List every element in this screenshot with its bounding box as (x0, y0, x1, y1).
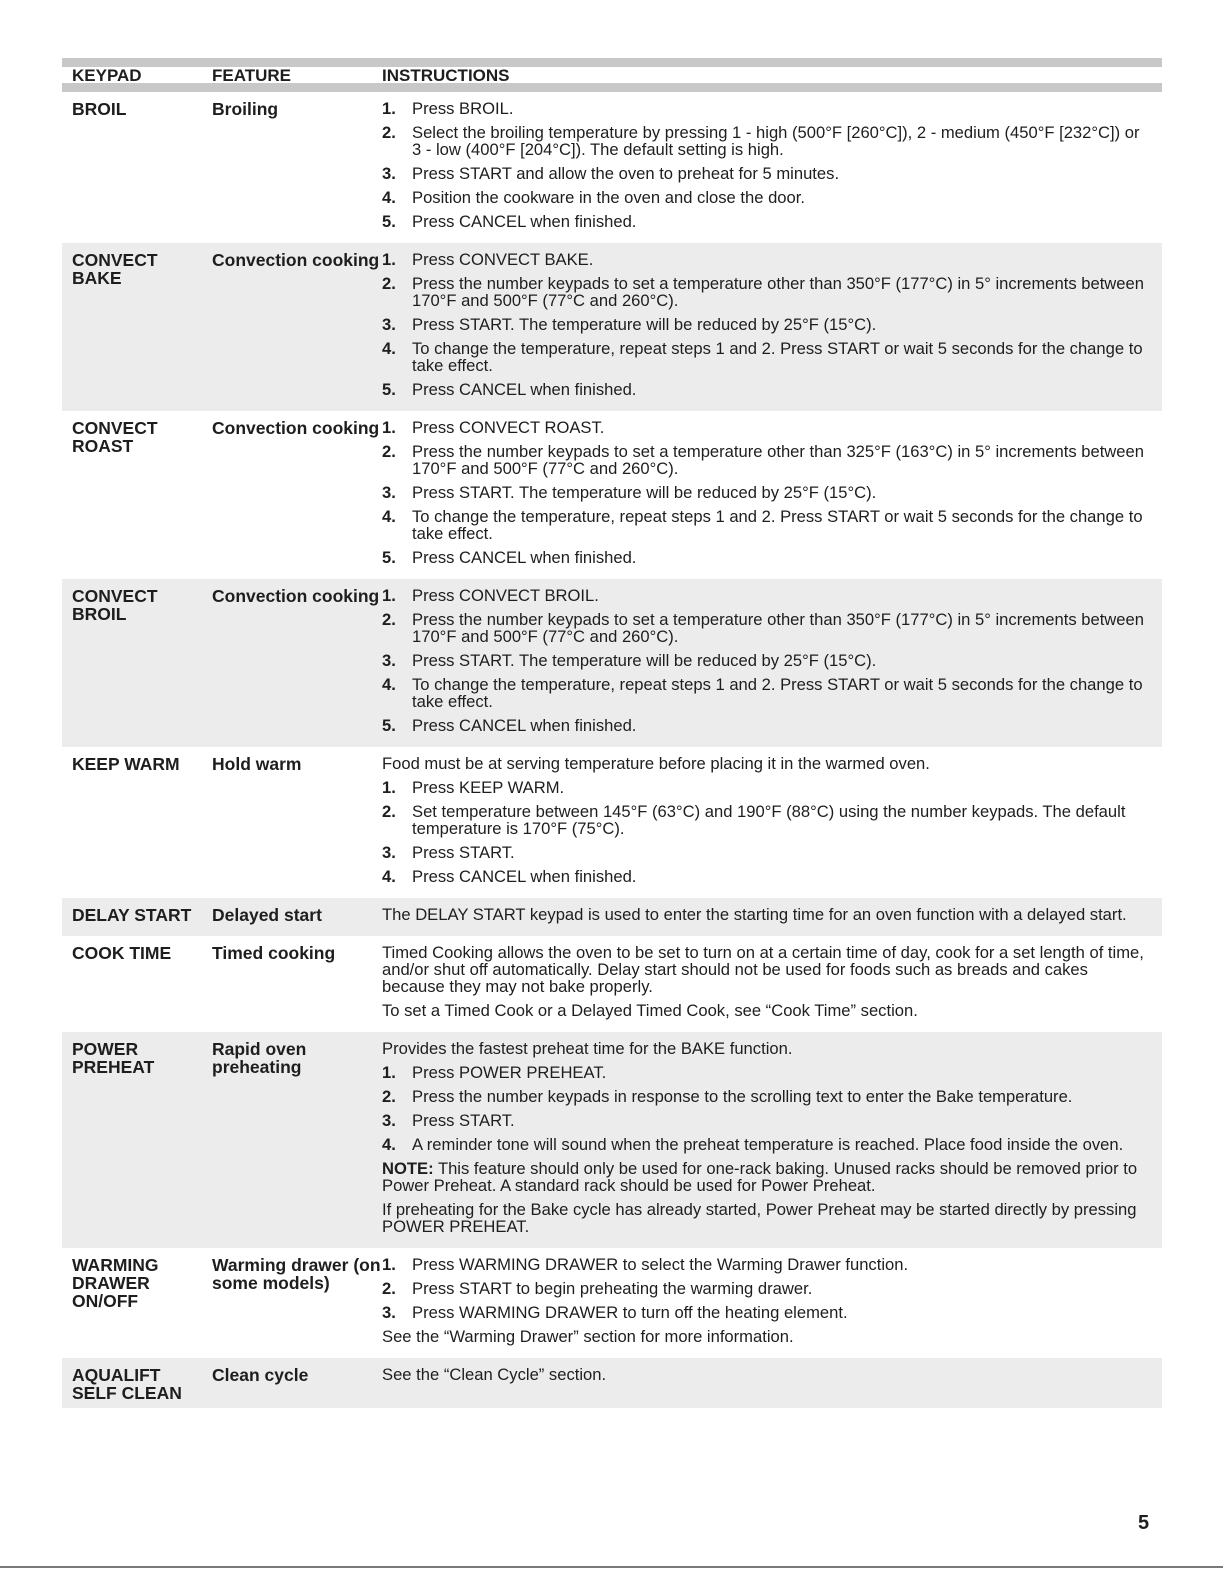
instruction-intro: Timed Cooking allows the oven to be set to turn on at a certain time of day, cook for a set length of time, and/or shut off automatically. Delay start should not be used for foods such as breads and cakes because they may not bake properly. (382, 943, 1144, 996)
step-item (382, 251, 1150, 268)
step-item (382, 676, 1150, 710)
step-number: 1. (382, 586, 396, 605)
step-item (382, 803, 1150, 837)
table-row (62, 936, 1162, 1032)
step-item (382, 508, 1150, 542)
instructions-cell (382, 1040, 1162, 1242)
step-text: A reminder tone will sound when the preheat temperature is reached. Place food inside the oven. (412, 1135, 1124, 1154)
table-row (62, 243, 1162, 411)
feature-cell: Convection cooking (212, 586, 380, 606)
step-number: 4. (382, 1135, 396, 1154)
feature-cell: Timed cooking (212, 943, 336, 963)
instruction-note: If preheating for the Bake cycle has already started, Power Preheat may be started directly by pressing POWER PREHEAT. (382, 1200, 1137, 1236)
feature-cell: Convection cooking (212, 418, 380, 438)
step-item (382, 484, 1150, 501)
bottom-divider (0, 1566, 1223, 1568)
step-text: To change the temperature, repeat steps 1 and 2. Press START or wait 5 seconds for the change to take effect. (412, 507, 1143, 543)
step-item (382, 340, 1150, 374)
keypad-name: CONVECT (72, 586, 158, 606)
header-keypad: KEYPAD (72, 65, 142, 85)
step-number: 3. (382, 483, 396, 502)
keypad-name: KEEP WARM (72, 754, 180, 774)
note-label: NOTE: (382, 1159, 434, 1178)
step-number: 2. (382, 1279, 396, 1298)
step-number: 5. (382, 212, 396, 231)
step-number: 4. (382, 675, 396, 694)
keypad-cell (62, 1040, 212, 1242)
step-text: Press CONVECT ROAST. (412, 418, 605, 437)
step-text: Press the number keypads to set a temperature other than 350°F (177°C) in 5° increments between 170°F and 500°F (77°C and 260°C). (412, 610, 1144, 646)
keypad-cell (62, 251, 212, 405)
keypad-cell (62, 1366, 212, 1402)
step-number: 4. (382, 188, 396, 207)
keypad-cell (62, 587, 212, 741)
step-text: Press START. The temperature will be reduced by 25°F (15°C). (412, 651, 877, 670)
keypad-cell (62, 944, 212, 1026)
keypad-name: DELAY START (72, 905, 192, 925)
step-item (382, 868, 1150, 885)
step-number: 3. (382, 651, 396, 670)
keypad-cell (62, 100, 212, 237)
step-text: Press WARMING DRAWER to turn off the heating element. (412, 1303, 848, 1322)
step-item (382, 165, 1150, 182)
step-text: Press CANCEL when finished. (412, 716, 637, 735)
keypad-name: BAKE (72, 268, 122, 288)
table-row (62, 747, 1162, 898)
step-text: To change the temperature, repeat steps 1 and 2. Press START or wait 5 seconds for the change to take effect. (412, 675, 1143, 711)
steps-list (382, 1256, 1150, 1321)
steps-list (382, 419, 1150, 566)
step-text: Press START. (412, 1111, 515, 1130)
step-number: 1. (382, 1255, 396, 1274)
step-text: Press START to begin preheating the warming drawer. (412, 1279, 813, 1298)
step-number: 3. (382, 1111, 396, 1130)
keypad-cell (62, 419, 212, 573)
table-body (62, 92, 1162, 1408)
step-text: Press CONVECT BAKE. (412, 250, 594, 269)
steps-list (382, 1064, 1150, 1153)
keypad-name: AQUALIFT (72, 1365, 161, 1385)
step-item (382, 1256, 1150, 1273)
instructions-cell (382, 1256, 1162, 1352)
step-number: 2. (382, 1087, 396, 1106)
keypad-name: DRAWER (72, 1273, 150, 1293)
step-item (382, 213, 1150, 230)
step-text: Press CANCEL when finished. (412, 380, 637, 399)
instructions-cell (382, 419, 1162, 573)
step-item (382, 1136, 1150, 1153)
step-item (382, 275, 1150, 309)
step-number: 3. (382, 1303, 396, 1322)
step-number: 2. (382, 274, 396, 293)
table-row (62, 898, 1162, 936)
step-number: 1. (382, 1063, 396, 1082)
instruction-intro: Provides the fastest preheat time for the BAKE function. (382, 1039, 793, 1058)
feature-cell: Hold warm (212, 754, 302, 774)
step-text: Press CANCEL when finished. (412, 548, 637, 567)
step-item (382, 189, 1150, 206)
step-item (382, 779, 1150, 796)
page-number: 5 (1138, 1512, 1150, 1534)
step-text: Press CANCEL when finished. (412, 867, 637, 886)
step-text: Press START. (412, 843, 515, 862)
step-text: Position the cookware in the oven and close the door. (412, 188, 805, 207)
step-text: Press BROIL. (412, 99, 514, 118)
keypad-name: ON/OFF (72, 1291, 139, 1311)
step-text: Press WARMING DRAWER to select the Warming Drawer function. (412, 1255, 909, 1274)
steps-list (382, 251, 1150, 398)
instructions-cell (382, 587, 1162, 741)
table-row (62, 579, 1162, 747)
keypad-cell (62, 755, 212, 892)
instructions-cell (382, 755, 1162, 892)
step-text: Press POWER PREHEAT. (412, 1063, 607, 1082)
step-text: Press the number keypads to set a temperature other than 325°F (163°C) in 5° increments between 170°F and 500°F (77°C and 260°C). (412, 442, 1144, 478)
instructions-cell (382, 251, 1162, 405)
step-text: Press KEEP WARM. (412, 778, 565, 797)
header-instructions: INSTRUCTIONS (382, 65, 510, 85)
feature-cell: Warming drawer (on some models) (212, 1255, 381, 1293)
step-text: Press START. The temperature will be reduced by 25°F (15°C). (412, 483, 877, 502)
feature-cell: Rapid oven preheating (212, 1039, 307, 1077)
feature-cell: Convection cooking (212, 250, 380, 270)
instruction-intro: The DELAY START keypad is used to enter the starting time for an oven function with a delayed start. (382, 905, 1127, 924)
instruction-intro: See the “Clean Cycle” section. (382, 1365, 607, 1384)
step-number: 3. (382, 843, 396, 862)
keypad-name: POWER (72, 1039, 139, 1059)
step-number: 1. (382, 99, 396, 118)
keypad-name: SELF CLEAN (72, 1383, 182, 1403)
step-number: 3. (382, 315, 396, 334)
step-text: Press CONVECT BROIL. (412, 586, 599, 605)
step-item (382, 1304, 1150, 1321)
note-paragraph (382, 1160, 1150, 1194)
steps-list (382, 100, 1150, 230)
step-text: Press START and allow the oven to preheat for 5 minutes. (412, 164, 840, 183)
step-number: 5. (382, 548, 396, 567)
table-row (62, 92, 1162, 243)
step-text: Press the number keypads to set a temperature other than 350°F (177°C) in 5° increments between 170°F and 500°F (77°C and 260°C). (412, 274, 1144, 310)
step-number: 4. (382, 339, 396, 358)
instructions-cell (382, 906, 1162, 930)
step-number: 3. (382, 164, 396, 183)
keypad-name: BROIL (72, 99, 127, 119)
step-number: 1. (382, 250, 396, 269)
step-number: 1. (382, 418, 396, 437)
step-item (382, 419, 1150, 436)
header-feature: FEATURE (212, 65, 292, 85)
step-text: Press START. The temperature will be reduced by 25°F (15°C). (412, 315, 877, 334)
instructions-cell (382, 944, 1162, 1026)
step-item (382, 587, 1150, 604)
step-number: 2. (382, 802, 396, 821)
step-text: Set temperature between 145°F (63°C) and 190°F (88°C) using the number keypads. The default temperature is 170°F (75°C). (412, 802, 1126, 838)
table-row (62, 411, 1162, 579)
step-number: 4. (382, 507, 396, 526)
step-number: 2. (382, 123, 396, 142)
step-text: Select the broiling temperature by pressing 1 - high (500°F [260°C]), 2 - medium (450°F [232°C]) or 3 - low (400°F [204°C]). The default setting is high. (412, 123, 1140, 159)
instruction-note: To set a Timed Cook or a Delayed Timed Cook, see “Cook Time” section. (382, 1001, 918, 1020)
step-item (382, 381, 1150, 398)
keypad-name: WARMING (72, 1255, 159, 1275)
keypad-name: CONVECT (72, 418, 158, 438)
step-item (382, 124, 1150, 158)
step-item (382, 1088, 1150, 1105)
keypad-name: PREHEAT (72, 1057, 155, 1077)
steps-list (382, 779, 1150, 885)
step-item (382, 100, 1150, 117)
step-item (382, 1112, 1150, 1129)
step-item (382, 443, 1150, 477)
step-item (382, 549, 1150, 566)
keypad-name: BROIL (72, 604, 127, 624)
keypad-name: CONVECT (72, 250, 158, 270)
table-row (62, 1358, 1162, 1408)
feature-table (62, 58, 1162, 1408)
keypad-cell (62, 1256, 212, 1352)
step-item (382, 316, 1150, 333)
step-number: 2. (382, 442, 396, 461)
step-text: Press CANCEL when finished. (412, 212, 637, 231)
step-number: 2. (382, 610, 396, 629)
keypad-name: COOK TIME (72, 943, 172, 963)
keypad-cell (62, 906, 212, 930)
step-number: 5. (382, 380, 396, 399)
instruction-note: See the “Warming Drawer” section for more information. (382, 1327, 794, 1346)
step-item (382, 1280, 1150, 1297)
step-text: Press the number keypads in response to the scrolling text to enter the Bake temperature. (412, 1087, 1073, 1106)
step-text: To change the temperature, repeat steps 1 and 2. Press START or wait 5 seconds for the change to take effect. (412, 339, 1143, 375)
step-item (382, 717, 1150, 734)
instructions-cell (382, 100, 1162, 237)
step-number: 1. (382, 778, 396, 797)
step-item (382, 611, 1150, 645)
step-item (382, 1064, 1150, 1081)
step-item (382, 652, 1150, 669)
keypad-name: ROAST (72, 436, 134, 456)
table-row (62, 1032, 1162, 1248)
step-number: 4. (382, 867, 396, 886)
step-item (382, 844, 1150, 861)
table-row (62, 1248, 1162, 1358)
step-number: 5. (382, 716, 396, 735)
instructions-cell (382, 1366, 1162, 1402)
table-header (62, 58, 1162, 92)
feature-cell: Broiling (212, 99, 279, 119)
feature-cell: Delayed start (212, 905, 322, 925)
instruction-intro: Food must be at serving temperature before placing it in the warmed oven. (382, 754, 930, 773)
steps-list (382, 587, 1150, 734)
feature-cell: Clean cycle (212, 1365, 309, 1385)
note-text: This feature should only be used for one-rack baking. Unused racks should be removed prior to Power Preheat. A standard rack should be used for Power Preheat. (382, 1159, 1138, 1195)
